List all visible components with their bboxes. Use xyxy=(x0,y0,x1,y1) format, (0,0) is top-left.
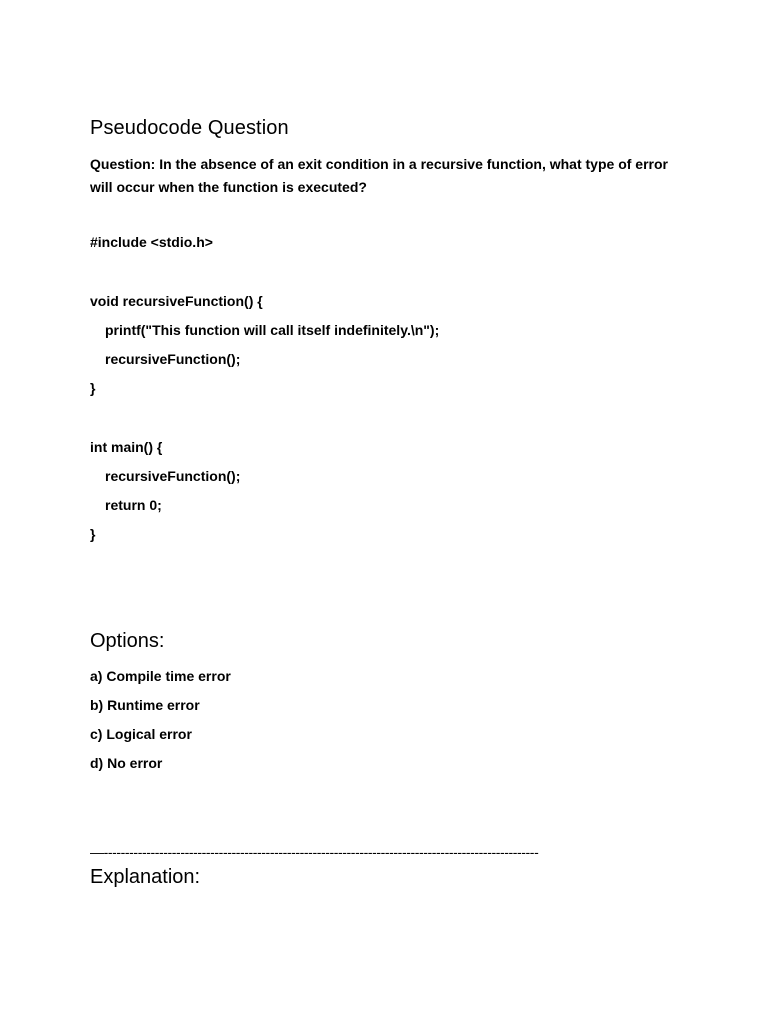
separator-line: —------------------------------------------------------------------------------------------------------ xyxy=(90,844,539,860)
option-b: b) Runtime error xyxy=(90,697,200,713)
code-main-close: } xyxy=(90,526,96,542)
options-heading: Options: xyxy=(90,630,165,652)
option-d: d) No error xyxy=(90,755,163,771)
code-func-close: } xyxy=(90,380,96,396)
option-c: c) Logical error xyxy=(90,726,192,742)
code-include: #include <stdio.h> xyxy=(90,234,213,250)
code-func-call: recursiveFunction(); xyxy=(105,351,241,367)
option-a: a) Compile time error xyxy=(90,668,231,684)
code-main-signature: int main() { xyxy=(90,439,163,455)
question-text: Question: In the absence of an exit condition in a recursive function, what type of error will occur when the function is executed? xyxy=(90,156,668,195)
code-main-call: recursiveFunction(); xyxy=(105,468,241,484)
document-title: Pseudocode Question xyxy=(90,117,289,139)
code-func-printf: printf("This function will call itself indefinitely.\n"); xyxy=(105,322,440,338)
code-main-return: return 0; xyxy=(105,497,162,513)
code-func-signature: void recursiveFunction() { xyxy=(90,293,263,309)
explanation-heading: Explanation: xyxy=(90,866,201,888)
